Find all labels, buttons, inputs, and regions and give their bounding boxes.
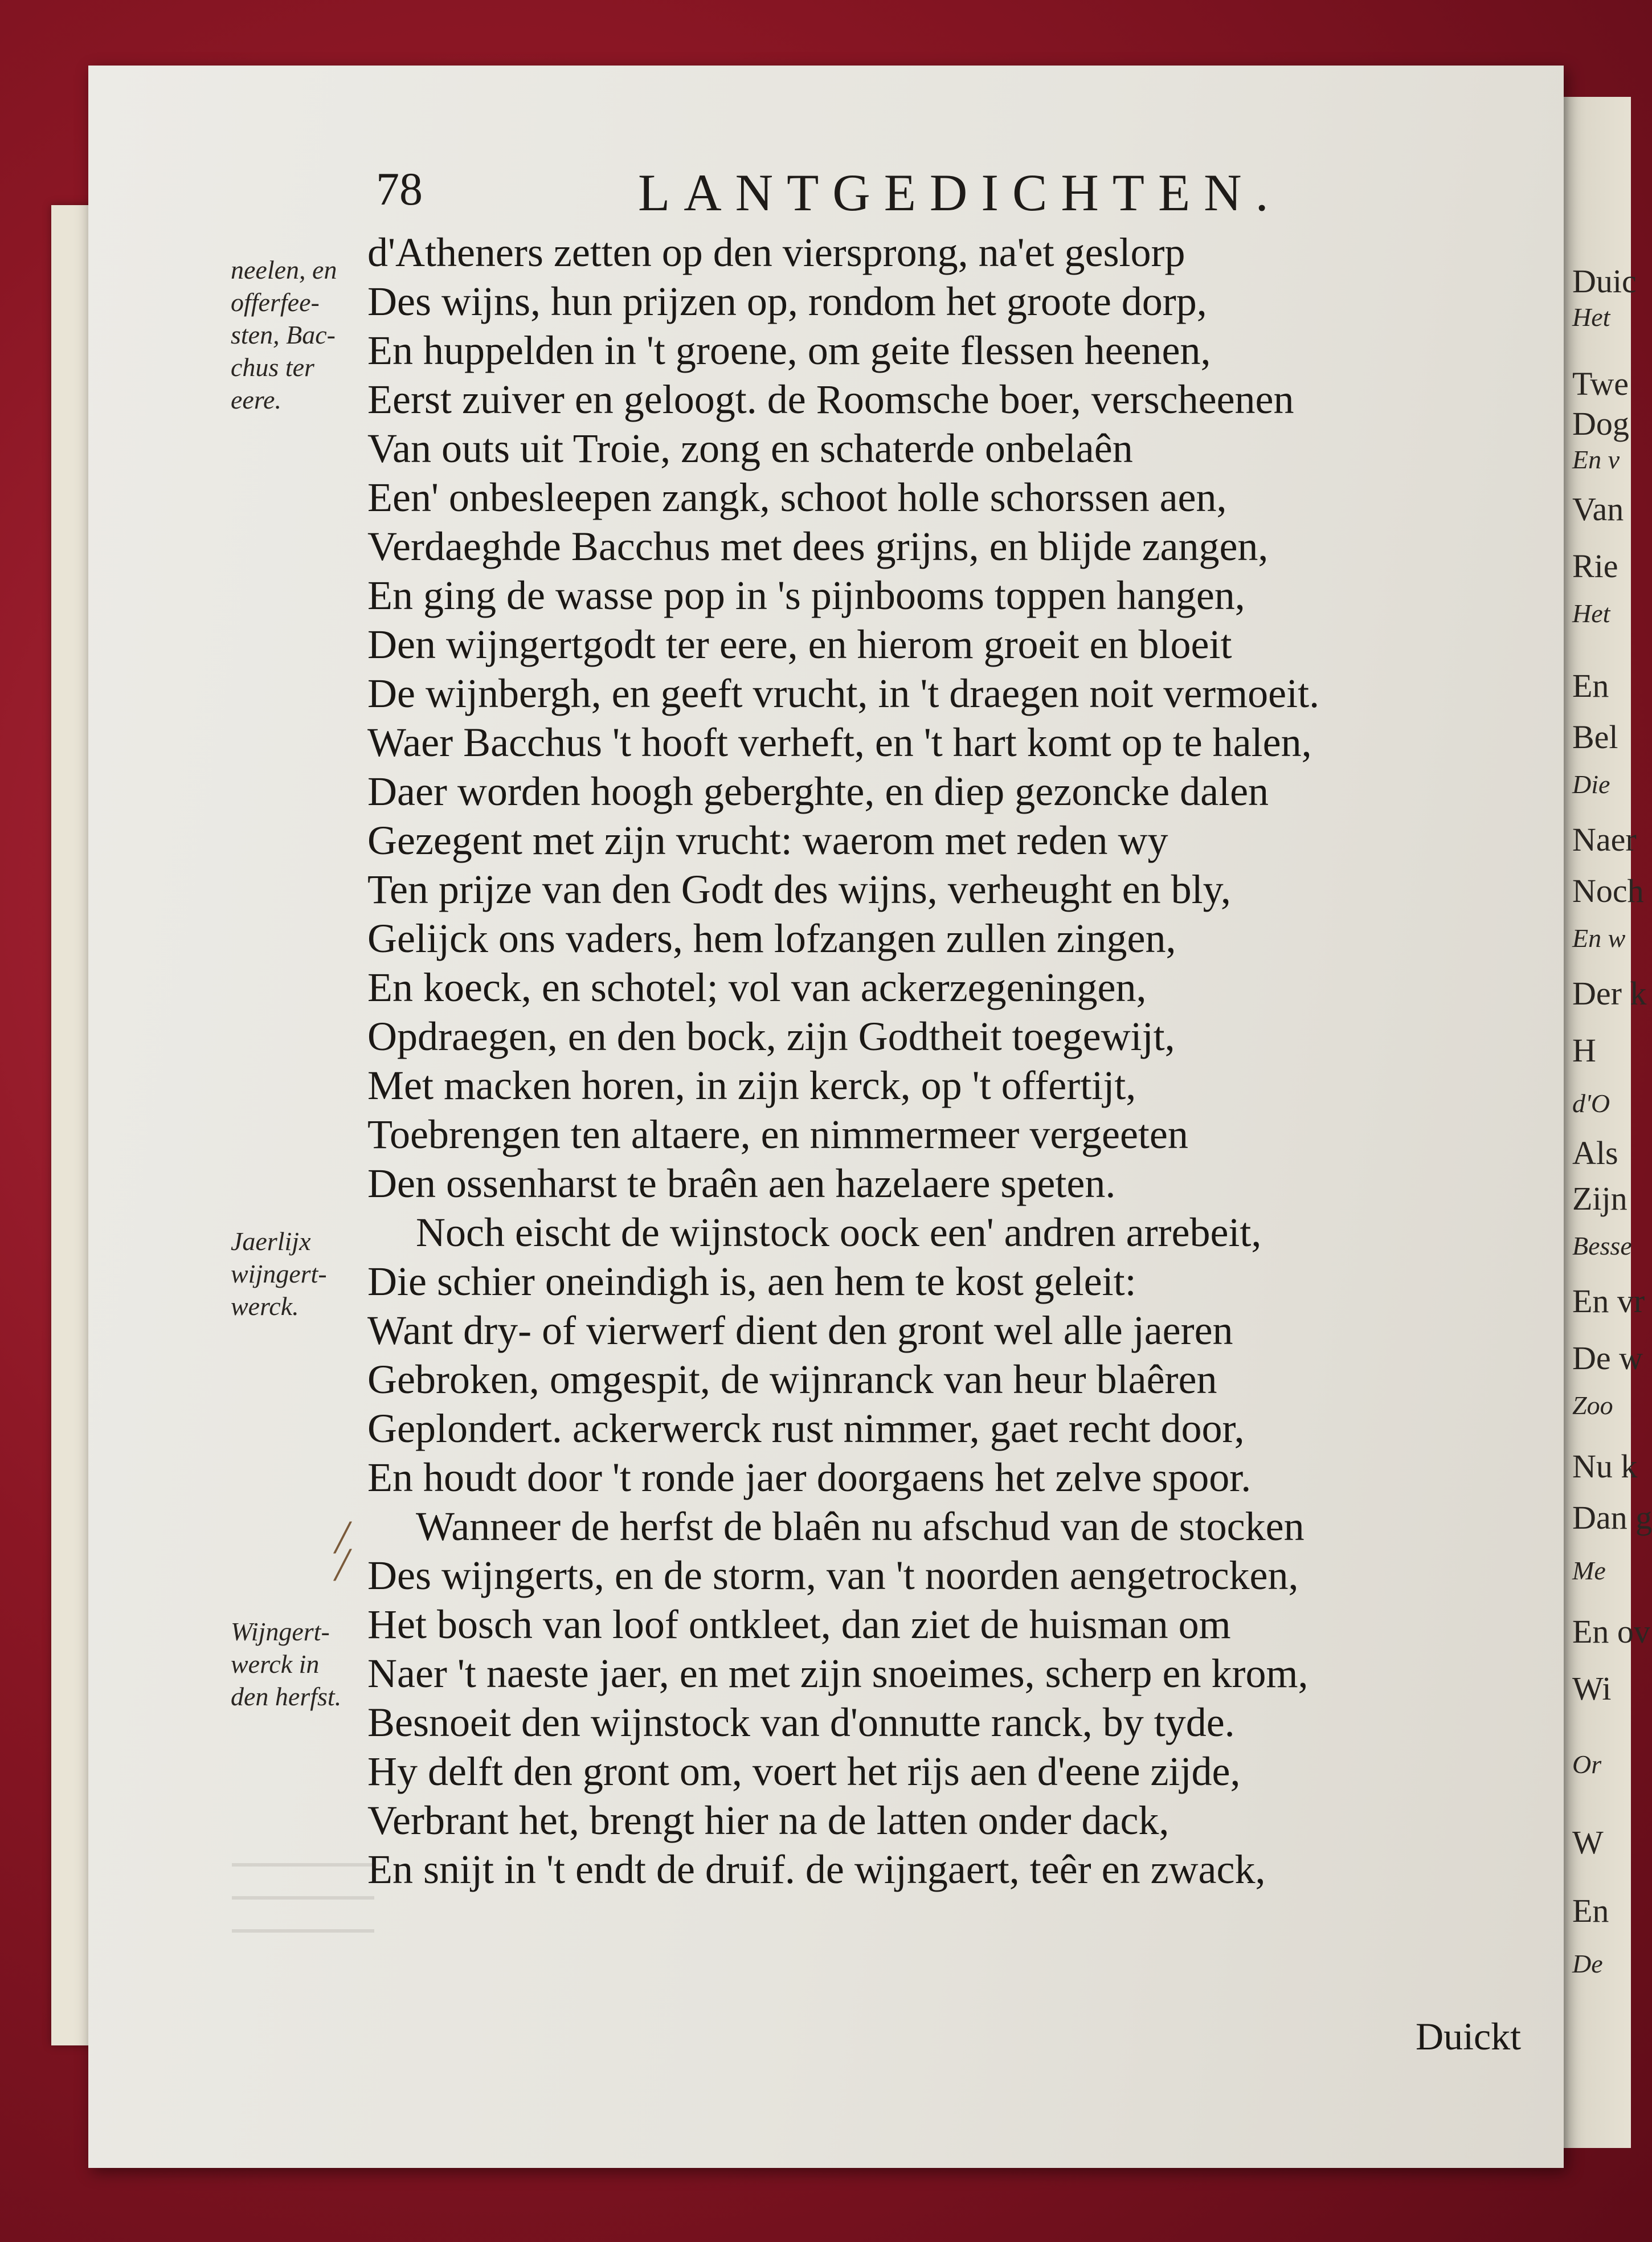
facing-page-fragment: H xyxy=(1572,1032,1596,1069)
facing-page-fragment: d'O xyxy=(1572,1089,1610,1118)
facing-page-fragment: Wi xyxy=(1572,1670,1612,1707)
facing-page-fragment: De xyxy=(1572,1949,1603,1978)
verse-line: Gelijck ons vaders, hem lofzangen zullen zingen, xyxy=(367,916,1176,961)
facing-page-fragment: Bel xyxy=(1572,718,1618,755)
facing-page-fragment: Het xyxy=(1572,303,1610,332)
show-through-marks xyxy=(232,1846,374,1949)
verse-line: Noch eischt de wijnstock oock een' andren arrebeit, xyxy=(416,1210,1262,1255)
facing-page-fragment: Die xyxy=(1572,770,1610,799)
facing-page-fragment: Rie xyxy=(1572,548,1618,585)
ink-marks: ╱ ╱ xyxy=(334,1522,351,1581)
verse-line: Ten prijze van den Godt des wijns, verheught en bly, xyxy=(367,867,1231,912)
facing-page-fragment: En xyxy=(1572,1892,1609,1929)
verse-line: Den ossenharst te braên aen hazelaere speten. xyxy=(367,1161,1116,1206)
facing-page-fragment: Twe xyxy=(1572,365,1629,402)
verse-line: Een' onbesleepen zangk, schoot holle schorssen aen, xyxy=(367,475,1227,520)
catchword: Duickt xyxy=(1416,2015,1522,2058)
marginal-note-line: Wijngert- xyxy=(231,1617,330,1646)
verse-line: Hy delft den gront om, voert het rijs aen d'eene zijde, xyxy=(367,1749,1241,1794)
facing-page-fragment: Het xyxy=(1572,599,1610,628)
running-head xyxy=(376,151,1458,231)
verse-line: Daer worden hoogh geberghte, en diep gezoncke dalen xyxy=(367,769,1269,814)
page-number: 78 xyxy=(376,163,423,215)
verse-line: Opdraegen, en den bock, zijn Godtheit toegewijt, xyxy=(367,1014,1175,1059)
verse-line: Met macken horen, in zijn kerck, op 't offertijt, xyxy=(367,1063,1136,1108)
facing-page-fragment: De w xyxy=(1572,1340,1643,1377)
book-page xyxy=(88,66,1564,2168)
facing-page-fragment: Me xyxy=(1572,1556,1606,1585)
facing-page-fragment: Als xyxy=(1572,1134,1618,1171)
verse-line: Des wijngerts, en de storm, van 't noorden aengetrocken, xyxy=(367,1553,1299,1598)
facing-page-fragment: Zijn xyxy=(1572,1180,1628,1217)
marginal-note-line: wijngert- xyxy=(231,1259,327,1288)
verse-line: Gezegent met zijn vrucht: waerom met reden wy xyxy=(367,818,1168,863)
verse-line: En ging de wasse pop in 's pijnbooms toppen hangen, xyxy=(367,573,1245,618)
facing-page-fragment: Zoo xyxy=(1572,1391,1613,1420)
facing-page-fragment: En vr xyxy=(1572,1283,1645,1320)
verse-block xyxy=(367,228,1547,1894)
facing-page-fragment: Besse xyxy=(1572,1231,1632,1260)
facing-page-fragment: En ov xyxy=(1572,1613,1650,1650)
verse-line: De wijnbergh, en geeft vrucht, in 't draegen noit vermoeit. xyxy=(367,671,1320,716)
facing-page-fragment: Nu k xyxy=(1572,1448,1638,1485)
facing-page-fragment: Dog xyxy=(1572,405,1629,442)
facing-page-fragment: En w xyxy=(1572,924,1626,953)
marginal-note-line: werck in xyxy=(231,1649,320,1679)
verse-line: Die schier oneindigh is, aen hem te kost geleit: xyxy=(367,1259,1136,1304)
facing-page-fragment: Van xyxy=(1572,491,1624,528)
verse-line: Besnoeit den wijnstock van d'onnutte ranck, by tyde. xyxy=(367,1700,1235,1745)
facing-page-fragment: Noch xyxy=(1572,872,1644,909)
verse-line: Van outs uit Troie, zong en schaterde onbelaên xyxy=(367,426,1133,471)
marginal-note-line: Jaerlijx xyxy=(231,1227,311,1256)
marginal-note-line: eere. xyxy=(231,385,281,414)
facing-page-fragment: Duic xyxy=(1572,263,1637,300)
verse-line: En houdt door 't ronde jaer doorgaens het zelve spoor. xyxy=(367,1455,1252,1500)
verse-line: En huppelden in 't groene, om geite flessen heenen, xyxy=(367,328,1211,373)
running-title: LANTGEDICHTEN. xyxy=(638,164,1282,222)
verse-line: En snijt in 't endt de druif. de wijngaert, teêr en zwack, xyxy=(367,1847,1266,1892)
verse-line: Naer 't naeste jaer, en met zijn snoeimes, scherp en krom, xyxy=(367,1651,1308,1696)
marginal-note-line: den herfst. xyxy=(231,1682,342,1711)
marginal-note-line: sten, Bac- xyxy=(231,320,336,349)
marginal-note-line: offerfee- xyxy=(231,288,320,317)
verse-line: Wanneer de herfst de blaên nu afschud van de stocken xyxy=(416,1504,1305,1549)
marginal-note-jaerlijx xyxy=(231,1225,376,1322)
facing-page-fragment: Dan g xyxy=(1572,1499,1652,1536)
verse-line: d'Atheners zetten op den viersprong, na'et geslorp xyxy=(367,230,1185,275)
facing-page-fragment: Naer xyxy=(1572,821,1637,858)
facing-page-fragment: En xyxy=(1572,667,1609,704)
verse-line: Toebrengen ten altaere, en nimmermeer vergeeten xyxy=(367,1112,1188,1157)
facing-page-fragment: W xyxy=(1572,1824,1604,1861)
facing-page-fragment: Der k xyxy=(1572,975,1647,1012)
verse-line: Eerst zuiver en geloogt. de Roomsche boer, verscheenen xyxy=(367,377,1294,422)
verse-line: Want dry- of vierwerf dient den gront wel alle jaeren xyxy=(367,1308,1233,1353)
verse-line: Des wijns, hun prijzen op, rondom het groote dorp, xyxy=(367,279,1207,324)
facing-page-fragment: En v xyxy=(1572,445,1620,474)
facing-page-fragment: Or xyxy=(1572,1750,1602,1779)
marginal-note-line: chus ter xyxy=(231,353,314,382)
verse-line: En koeck, en schotel; vol van ackerzegeningen, xyxy=(367,965,1147,1010)
marginal-note-line: neelen, en xyxy=(231,255,337,284)
verse-line: Het bosch van loof ontkleet, dan ziet de huisman om xyxy=(367,1602,1231,1647)
verse-line: Den wijngertgodt ter eere, en hierom groeit en bloeit xyxy=(367,622,1232,667)
marginal-note-offerfeesten xyxy=(231,254,376,416)
verse-line: Geplondert. ackerwerck rust nimmer, gaet recht door, xyxy=(367,1406,1245,1451)
marginal-note-line: werck. xyxy=(231,1292,299,1321)
verse-line: Gebroken, omgespit, de wijnranck van heur blaêren xyxy=(367,1357,1217,1402)
marginal-note-herfst xyxy=(231,1615,376,1713)
verse-line: Verbrant het, brengt hier na de latten onder dack, xyxy=(367,1798,1170,1843)
verse-line: Verdaeghde Bacchus met dees grijns, en blijde zangen, xyxy=(367,524,1269,569)
verse-line: Waer Bacchus 't hooft verheft, en 't hart komt op te halen, xyxy=(367,720,1312,765)
